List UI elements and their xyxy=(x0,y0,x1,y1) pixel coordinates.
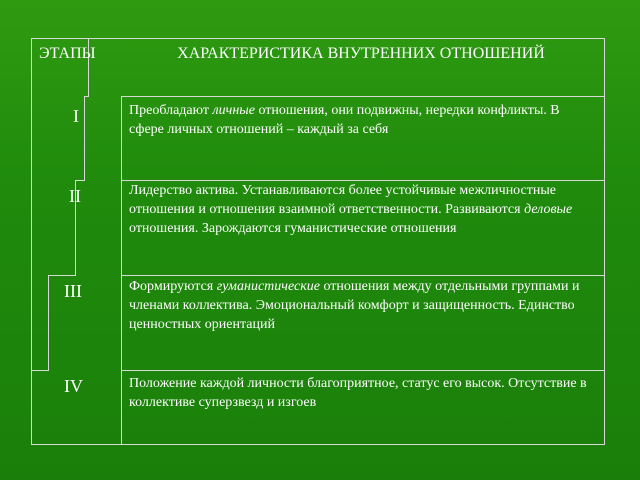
row-separator xyxy=(121,370,605,371)
description-emphasis: деловые xyxy=(524,202,573,217)
description-text: Формируются xyxy=(129,279,217,294)
cell-border xyxy=(121,96,122,445)
stage-number: II xyxy=(69,186,81,206)
description-text: Положение каждой личности благоприятное, статус его высок. Отсутствие в коллективе суперзвезд и изгоев xyxy=(129,376,587,410)
header-characteristics: ХАРАКТЕРИСТИКА ВНУТРЕННИХ ОТНОШЕНИЙ xyxy=(177,45,545,62)
description-emphasis: личные xyxy=(212,103,255,118)
table-border-top xyxy=(31,38,605,39)
description-text: отношения между отдельными группами и членами коллектива. Эмоциональный комфорт и защищенность. Единство ценностных ориентаций xyxy=(129,279,580,332)
stage-description xyxy=(129,101,589,139)
description-text: Лидерство актива. Устанавливаются более устойчивые межличностные отношения и отношения взаимной ответственности. Развиваются xyxy=(129,183,556,217)
column-divider xyxy=(31,370,49,371)
row-separator xyxy=(121,96,605,97)
stage-number: I xyxy=(73,106,79,126)
header-stages: ЭТАПЫ xyxy=(39,45,96,62)
description-text: отношения. Зарождаются гуманистические отношения xyxy=(129,221,457,236)
stage-description xyxy=(129,181,589,238)
description-emphasis: гуманистические xyxy=(216,279,320,294)
table-border-left xyxy=(31,38,32,445)
column-divider xyxy=(75,180,85,181)
column-divider xyxy=(48,275,76,276)
table-border-right xyxy=(604,38,605,445)
stage-number: IV xyxy=(64,376,83,396)
column-divider xyxy=(48,275,49,370)
table-border-bottom xyxy=(31,444,605,445)
stage-description xyxy=(129,374,589,412)
row-separator xyxy=(121,275,605,276)
description-text: отношения, они подвижны, нередки конфликты. В сфере личных отношений – каждый за себя xyxy=(129,103,560,137)
stage-description xyxy=(129,277,589,334)
description-text: Преобладают xyxy=(129,103,213,118)
stage-number: III xyxy=(64,281,82,301)
column-divider xyxy=(84,96,85,180)
stages-table xyxy=(31,38,605,445)
